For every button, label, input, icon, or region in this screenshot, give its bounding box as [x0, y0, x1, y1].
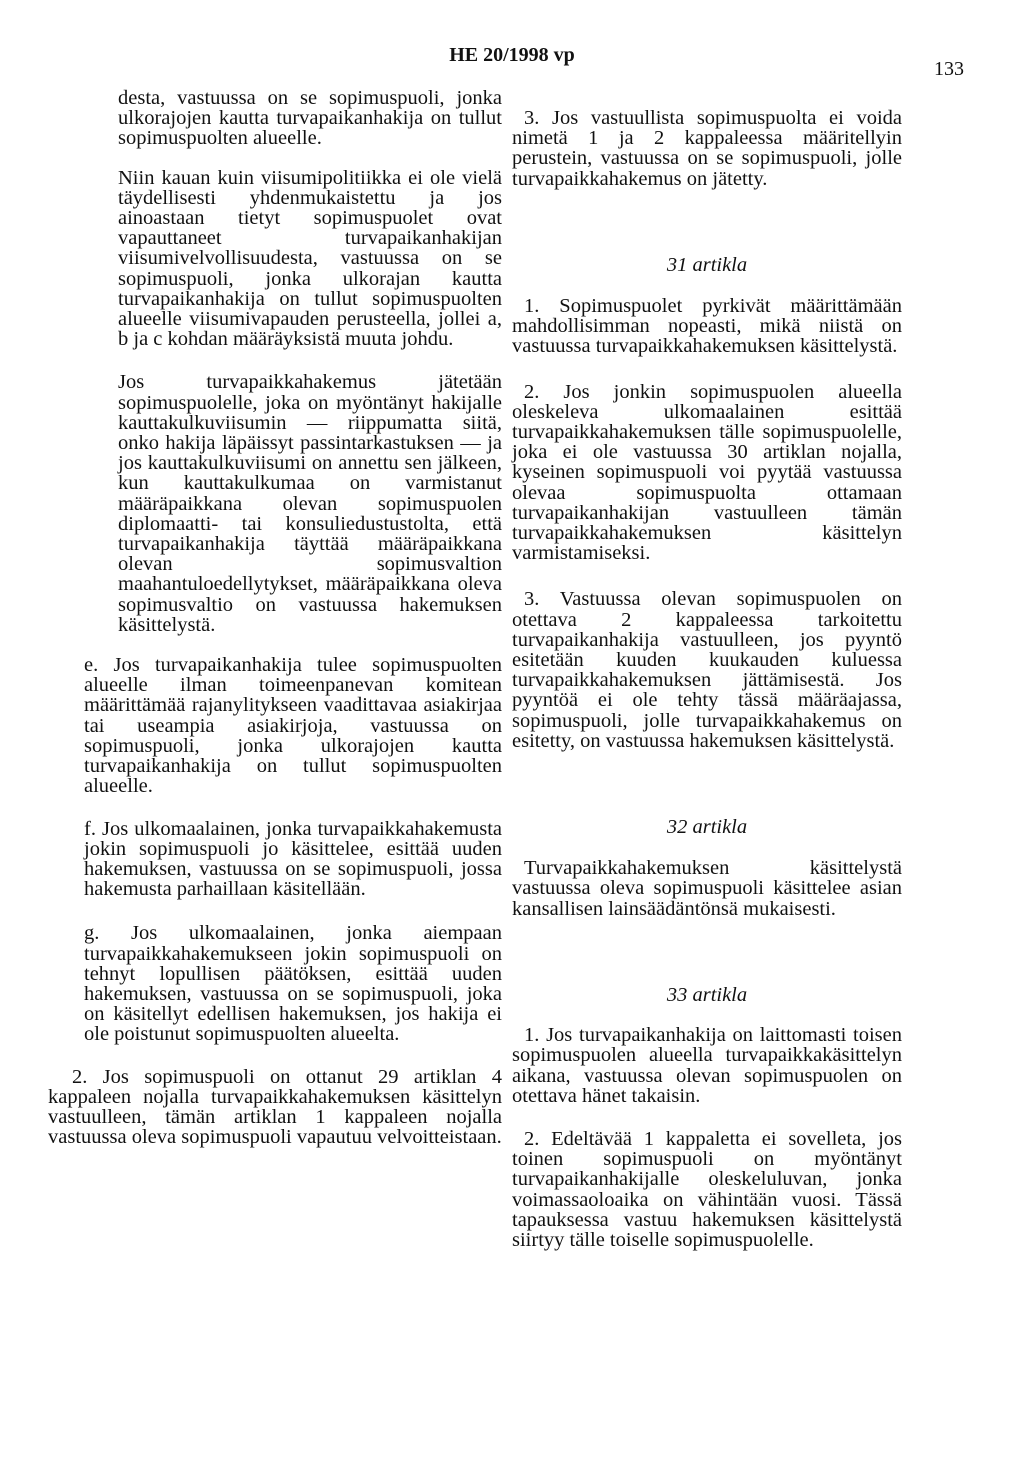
heading-32-artikla: 32 artikla [666, 816, 748, 839]
heading-31-artikla: 31 artikla [666, 253, 748, 276]
list-item-e: e. Jos turvapaikanhakija tulee sopimuspuolten alueelle ilman toimeenpanevan komitean määrittämää rajanylitykseen vaadittavaa asiakirjaa tai useampia asiakirjoja, vastuussa on sopimuspuoli, jonka ulkorajojen kautta turvapaikanhakija on tullut sopimuspuolten alueelle. [84, 654, 502, 798]
paragraph-visa-policy: Niin kauan kuin viisumipolitiikka ei ole vielä täydellisesti yhdenmukaistettu ja jos ainoastaan tietyt sopimuspuolet ovat vapauttaneet turvapaikanhakijan viisumivelvollisuudesta, vastuussa on se sopimuspuoli, jonka ulkorajan kautta turvapaikanhakija on tullut sopimuspuolten alueelle viisumivapauden perusteella, jollei a, b ja c kohdan määräyksistä muuta johdu. [118, 166, 502, 351]
paragraph-item-3: 3. Jos vastuullista sopimuspuolta ei voida nimetä 1 ja 2 kappaleessa määritellyin perustein, vastuussa on se sopimuspuoli, jolle turvapaikkahakemus on jätetty. [512, 107, 902, 190]
page-header-title: HE 20/1998 vp [449, 44, 575, 66]
article-33-paragraph-1: 1. Jos turvapaikanhakija on laittomasti toisen sopimuspuolen alueella turvapaikkakäsittelyn aikana, vastuussa olevan sopimuspuolen on otettava hänet takaisin. [512, 1024, 902, 1107]
list-item-g: g. Jos ulkomaalainen, jonka aiempaan turvapaikkahakemukseen jokin sopimuspuoli on tehnyt lopullisen päätöksen, esittää uuden hakemuksen, vastuussa on se sopimuspuoli, joka on käsitellyt edellisen hakemuksen, jos hakija ei ole poistunut sopimuspuolten alueelta. [84, 922, 502, 1046]
article-31-paragraph-3: 3. Vastuussa olevan sopimuspuolen on otettava 2 kappaleessa tarkoitettu turvapaikanhakija vastuulleen, jos pyyntö esitetään kuuden kuukauden kuluessa turvapaikkahakemuksen jättämisestä. Jos pyyntöä ei ole tehty tässä määräajassa, sopimuspuoli, jolle turvapaikkahakemus on esitetty, on vastuussa hakemuksen käsittelystä. [512, 588, 902, 752]
paragraph-transit-visa: Jos turvapaikkahakemus jätetään sopimuspuolelle, joka on myöntänyt hakijalle kauttakulkuviisumin — riippumatta siitä, onko hakija läpäissyt passintarkastuksen — ja jos kauttakulkuviisumi on annettu sen jälkeen, kun kauttakulkumaa on varmistanut määräpaikkana olevan sopimuspuolen diplomaatti- tai konsuliedustustolta, että turvapaikanhakija täyttää määräpaikkana olevan sopimusvaltion maahantuloedellytykset, määräpaikkana oleva sopimusvaltio on vastuussa hakemuksen käsittelystä. [118, 371, 502, 636]
heading-33-artikla: 33 artikla [666, 983, 748, 1006]
list-item-f: f. Jos ulkomaalainen, jonka turvapaikkahakemusta jokin sopimuspuoli jo käsittelee, esittää uuden hakemuksen, vastuussa on se sopimuspuoli, jossa hakemusta parhaillaan käsitellään. [84, 817, 502, 901]
right-column [512, 108, 902, 1250]
left-column [48, 87, 502, 1149]
article-31-paragraph-1: 1. Sopimuspuolet pyrkivät määrittämään mahdollisimman nopeasti, mikä niistä on vastuussa turvapaikkahakemuksen käsittelystä. [512, 295, 902, 358]
paragraph-continuation: desta, vastuussa on se sopimuspuoli, jonka ulkorajojen kautta turvapaikanhakija on tullut sopimuspuolten alueelle. [118, 87, 502, 150]
page-number: 133 [934, 58, 964, 80]
paragraph-item-2: 2. Jos sopimuspuoli on ottanut 29 artiklan 4 kappaleen nojalla turvapaikkahakemuksen käsittelyn vastuulleen, tämän artiklan 1 kappaleen nojalla vastuussa oleva sopimuspuoli vapautuu velvoitteistaan. [48, 1065, 502, 1149]
article-32-paragraph: Turvapaikkahakemuksen käsittelystä vastuussa oleva sopimuspuoli käsittelee asian kansallisen lainsäädäntönsä mukaisesti. [512, 857, 902, 920]
article-31-paragraph-2: 2. Jos jonkin sopimuspuolen alueella oleskeleva ulkomaalainen esittää turvapaikkahakemuksen tälle sopimuspuolelle, joka ei ole vastuussa 30 artiklan nojalla, kyseinen sopimuspuoli voi pyytää vastuussa olevaa sopimuspuolta ottamaan turvapaikanhakijan vastuulleen tämän turvapaikkahakemuksen käsittelyn varmistamiseksi. [512, 380, 902, 565]
article-33-paragraph-2: 2. Edeltävää 1 kappaletta ei sovelleta, jos toinen sopimuspuoli on myöntänyt turvapaikanhakijalle oleskeluluvan, jonka voimassaoloaika on vähintään vuosi. Tässä tapauksessa vastuu hakemuksen käsittelystä siirtyy tälle toiselle sopimuspuolelle. [512, 1127, 902, 1251]
